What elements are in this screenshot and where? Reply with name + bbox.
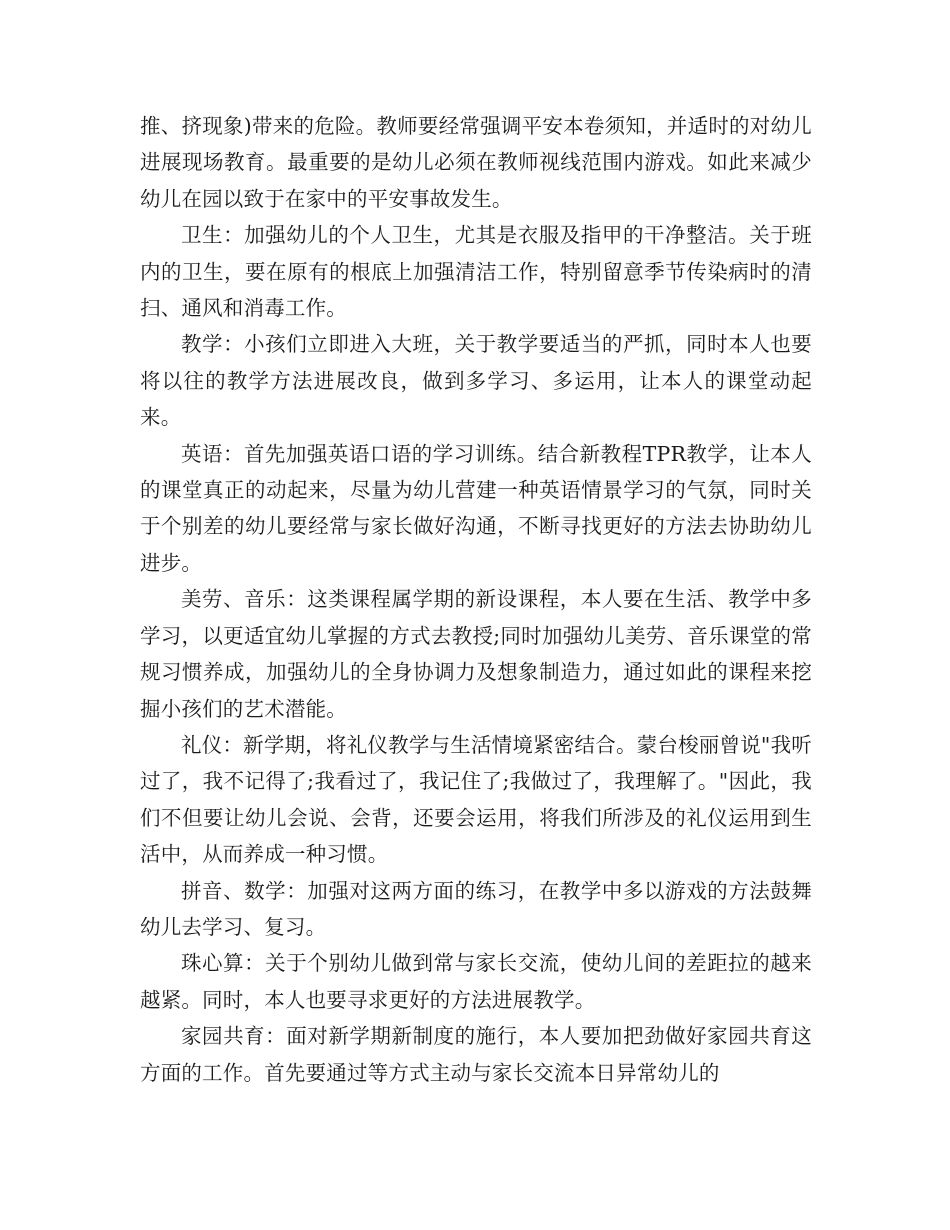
- paragraph-english: 英语：首先加强英语口语的学习训练。结合新教程TPR教学，让本人的课堂真正的动起来，尽量为幼儿营建一种英语情景学习的气氛，同时关于个别差的幼儿要经常与家长做好沟通，不断寻找更好的方法去协助幼儿进步。: [140, 441, 812, 575]
- document-page: [140, 108, 812, 1091]
- paragraph-etiquette: 礼仪：新学期，将礼仪教学与生活情境紧密结合。蒙台梭丽曾说"我听过了，我不记得了;我看过了，我记住了;我做过了，我理解了。"因此，我们不但要让幼儿会说、会背，还要会运用，将我们所涉及的礼仪运用到生活中，从而养成一种习惯。: [140, 732, 812, 867]
- paragraph-hygiene: 卫生：加强幼儿的个人卫生，尤其是衣服及指甲的干净整洁。关于班内的卫生，要在原有的根底上加强清洁工作，特别留意季节传染病时的清扫、通风和消毒工作。: [140, 223, 812, 321]
- paragraph-mental-abacus: 珠心算：关于个别幼儿做到常与家长交流，使幼儿间的差距拉的越来越紧。同时，本人也要寻求更好的方法进展教学。: [140, 951, 812, 1012]
- paragraph-pinyin-math: 拼音、数学：加强对这两方面的练习，在教学中多以游戏的方法鼓舞幼儿去学习、复习。: [140, 878, 812, 939]
- paragraph-safety-continued: 推、挤现象)带来的危险。教师要经常强调平安本卷须知，并适时的对幼儿进展现场教育。最重要的是幼儿必须在教师视线范围内游戏。如此来减少幼儿在园以致于在家中的平安事故发生。: [140, 114, 812, 211]
- paragraph-art-music: 美劳、音乐：这类课程属学期的新设课程，本人要在生活、教学中多学习，以更适宜幼儿掌握的方式去教授;同时加强幼儿美劳、音乐课堂的常规习惯养成，加强幼儿的全身协调力及想象制造力，通过如此的课程来挖掘小孩们的艺术潜能。: [140, 587, 812, 721]
- paragraph-teaching: 教学：小孩们立即进入大班，关于教学要适当的严抓，同时本人也要将以往的教学方法进展改良，做到多学习、多运用，让本人的课堂动起来。: [140, 332, 812, 430]
- paragraph-home-school: 家园共育：面对新学期新制度的施行，本人要加把劲做好家园共育这方面的工作。首先要通过等方式主动与家长交流本日异常幼儿的: [140, 1024, 812, 1085]
